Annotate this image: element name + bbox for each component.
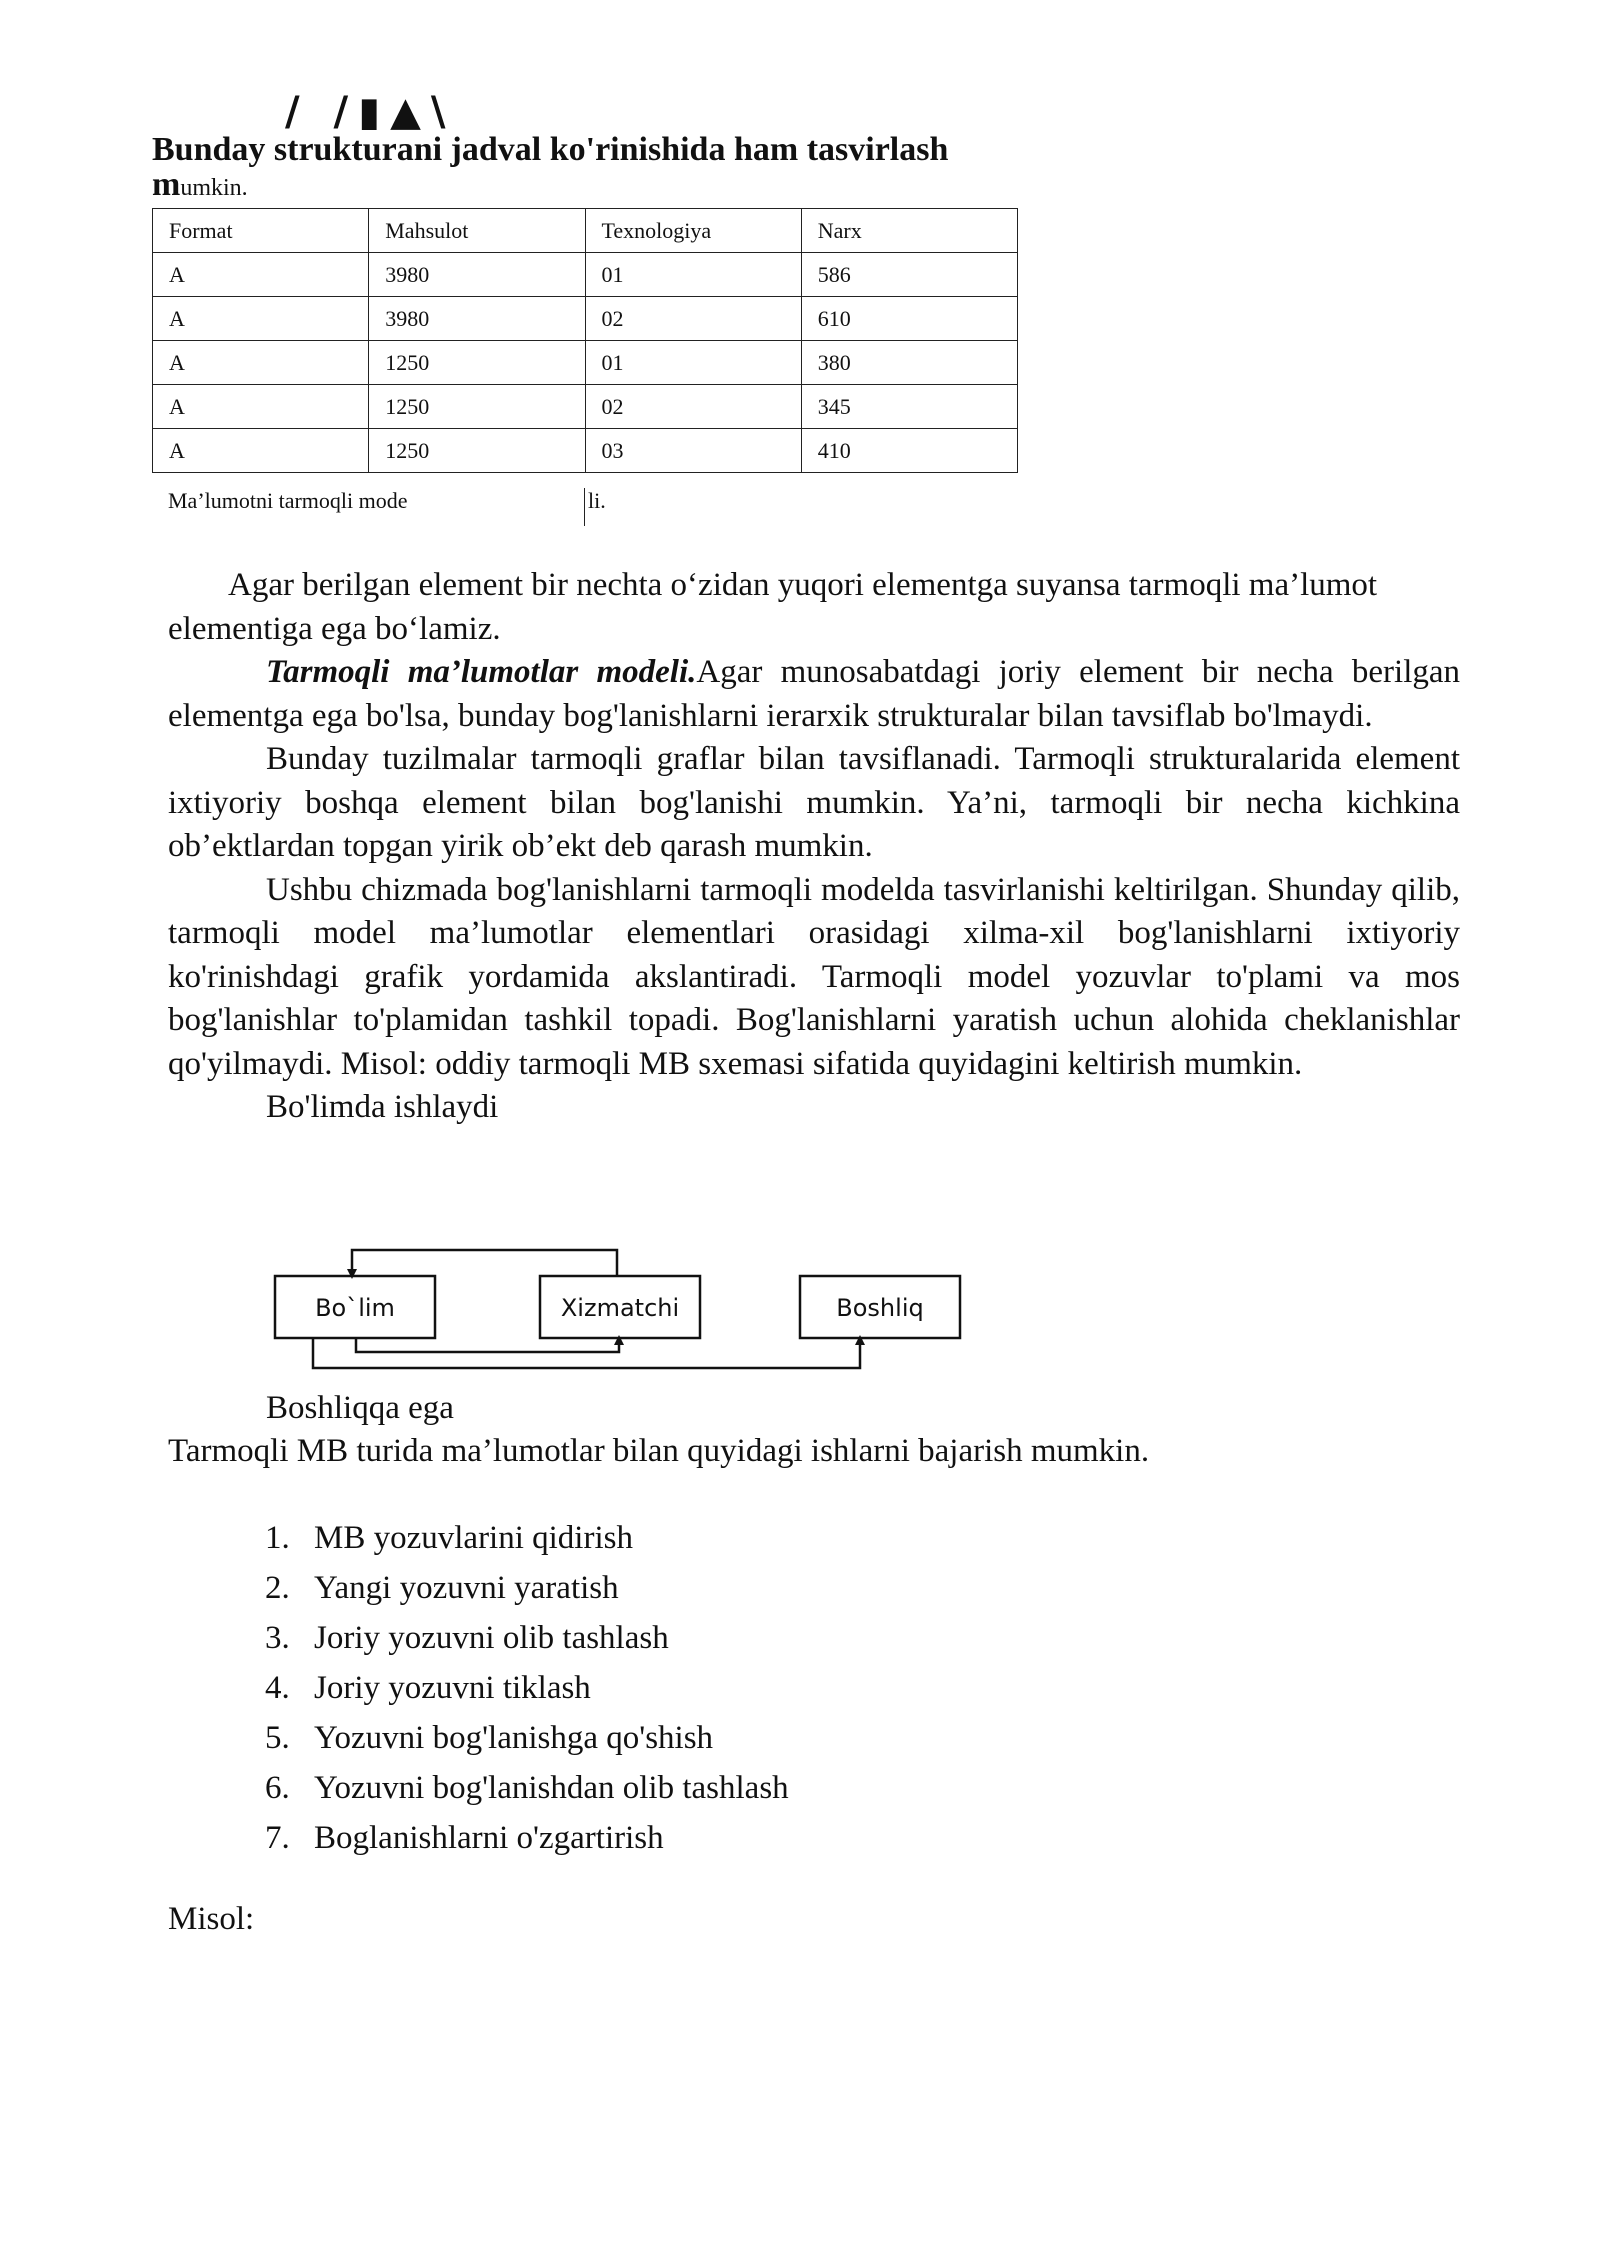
table-header-cell: Texnologiya <box>585 209 801 253</box>
table-cell: 3980 <box>369 297 585 341</box>
list-item <box>265 1613 789 1663</box>
table-cell: 3980 <box>369 253 585 297</box>
table-cell: A <box>153 385 369 429</box>
table-row <box>153 297 1018 341</box>
table-cell: 610 <box>801 297 1017 341</box>
table-header-cell: Mahsulot <box>369 209 585 253</box>
table-caption: Ma’lumotni tarmoqli mode <box>168 488 408 513</box>
paragraph-3: Bunday tuzilmalar tarmoqli graflar bilan tavsiflanadi. Tarmoqli strukturalarida element ixtiyoriy boshqa element bilan bog'lanishi mumkin. Ya’ni, tarmoqli bir necha kichkina ob’ektlardan topgan yirik ob’ekt deb qarash mumkin. <box>168 741 1460 864</box>
table-cell: 01 <box>585 253 801 297</box>
list-item-number: 3. <box>265 1620 290 1656</box>
table-header-cell: Format <box>153 209 369 253</box>
table-row <box>153 253 1018 297</box>
list-item-text: Yangi yozuvni yaratish <box>314 1570 619 1606</box>
paragraph-4: Ushbu chizmada bog'lanishlarni tarmoqli modelda tasvirlanishi keltirilgan. Shunday qilib, tarmoqli model ma’lumotlar elementlari orasidagi xilma-xil bog'lanishlarni ixtiyoriy ko'rinishdagi grafik yordamida akslantiradi. Tarmoqli model yozuvlar to'plami va mos bog'lanishlar to'plamidan tashkil topadi. Bog'lanishlarni yaratish uchun alohida cheklanishlar qo'yilmaydi. Misol: oddiy tarmoqli MB sxemasi sifatida quyidagini keltirish mumkin. <box>168 871 1460 1082</box>
list-item <box>265 1813 789 1863</box>
table-cell: A <box>153 341 369 385</box>
table-cell: A <box>153 297 369 341</box>
list-item-number: 4. <box>265 1670 290 1706</box>
box-label: Xizmatchi <box>560 1294 680 1322</box>
list-item-text: Yozuvni bog'lanishdan olib tashlash <box>314 1770 789 1806</box>
list-item-text: MB yozuvlarini qidirish <box>314 1520 633 1556</box>
box-label: Boshliq <box>836 1294 924 1322</box>
list-item-number: 7. <box>265 1820 290 1856</box>
page-heading: Bunday strukturani jadval ko'rinishida ham tasvirlash <box>152 131 949 168</box>
link-xizmatchi-bolim <box>352 1250 617 1276</box>
table-header-cell: Narx <box>801 209 1017 253</box>
table-cell: 02 <box>585 297 801 341</box>
table-cell: 01 <box>585 341 801 385</box>
table-cell: 02 <box>585 385 801 429</box>
list-item <box>265 1713 789 1763</box>
paragraph-2-text: Agar munosabatdagi joriy element bir necha berilgan elementga ega bo'lsa, bunday bog'lanishlarni ierarxik strukturalar bilan tavsiflab bo'lmaydi. <box>168 654 1461 734</box>
diagram-label-top: Bo'limda ishlaydi <box>266 1089 499 1125</box>
paragraph-1: Agar berilgan element bir nechta o‘zidan yuqori elementga suyansa tarmoqli ma’lumot elementiga ega bo‘lamiz. <box>168 567 1378 647</box>
list-item-number: 6. <box>265 1770 290 1806</box>
misol-label: Misol: <box>168 1901 255 1937</box>
list-item <box>265 1763 789 1813</box>
table-cell: 380 <box>801 341 1017 385</box>
list-item-number: 2. <box>265 1570 290 1606</box>
operations-list <box>265 1513 789 1863</box>
list-item-number: 1. <box>265 1520 290 1556</box>
list-item <box>265 1513 789 1563</box>
list-item-number: 5. <box>265 1720 290 1756</box>
table-row <box>153 429 1018 473</box>
network-diagram <box>260 1240 1000 1390</box>
table-caption-end: li. <box>584 488 606 526</box>
heading-continuation-first-letter: m <box>152 166 181 203</box>
table-cell: A <box>153 253 369 297</box>
table-cell: 03 <box>585 429 801 473</box>
paragraph-5: Tarmoqli MB turida ma’lumotlar bilan quyidagi ishlarni bajarish mumkin. <box>168 1433 1150 1469</box>
link-bolim-xizmatchi <box>356 1338 619 1352</box>
table-cell: 410 <box>801 429 1017 473</box>
term-title: Tarmoqli ma’lumotlar modeli. <box>266 654 697 690</box>
table-header-row <box>153 209 1018 253</box>
heading-continuation <box>152 166 248 203</box>
table-cell: 1250 <box>369 385 585 429</box>
body-text <box>168 651 1460 1130</box>
list-item-text: Yozuvni bog'lanishga qo'shish <box>314 1720 714 1756</box>
table-cell: 586 <box>801 253 1017 297</box>
list-item <box>265 1563 789 1613</box>
list-item-text: Joriy yozuvni tiklash <box>314 1670 591 1706</box>
top-fragment: / /▮▲\ <box>285 89 456 135</box>
heading-continuation-rest: umkin. <box>180 175 248 201</box>
list-item-text: Joriy yozuvni olib tashlash <box>314 1620 669 1656</box>
box-label: Bo`lim <box>315 1294 395 1322</box>
table-cell: 1250 <box>369 429 585 473</box>
list-item-text: Boglanishlarni o'zgartirish <box>314 1820 664 1856</box>
table-cell: A <box>153 429 369 473</box>
paragraph-2 <box>168 651 1460 738</box>
list-item <box>265 1663 789 1713</box>
table-cell: 345 <box>801 385 1017 429</box>
data-table <box>152 208 1018 473</box>
diagram-label-bottom: Boshliqqa ega <box>266 1390 454 1426</box>
table-row <box>153 385 1018 429</box>
table-cell: 1250 <box>369 341 585 385</box>
table-row <box>153 341 1018 385</box>
